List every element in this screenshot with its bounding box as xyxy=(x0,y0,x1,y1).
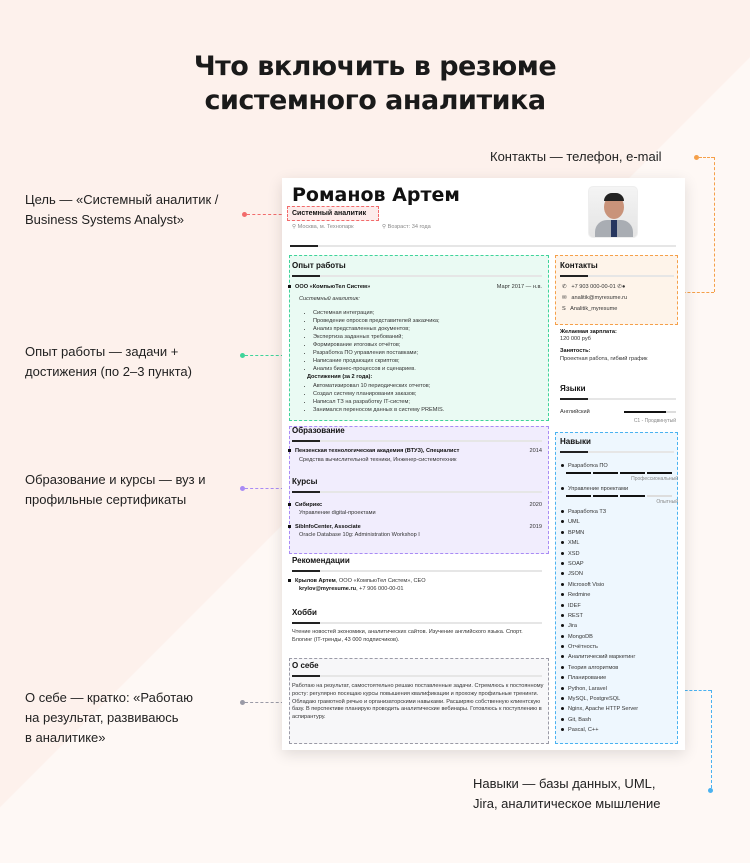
skill-level-bar xyxy=(566,495,672,497)
skill-item: Git, Bash xyxy=(561,715,638,725)
salary-label: Желаемая зарплата: xyxy=(560,329,617,335)
skill-item: Теория алгоритмов xyxy=(561,663,638,673)
languages-heading: Языки xyxy=(560,384,586,393)
skill-item: Pascal, C++ xyxy=(561,725,638,735)
phone-icon: ✆ xyxy=(562,284,567,290)
salary-value: 120 000 руб xyxy=(560,336,591,342)
skill-level-segment xyxy=(647,472,672,474)
location: ⚲ Москва, м. Технопарк xyxy=(292,224,354,230)
language-name: Английский xyxy=(560,409,590,415)
skype-icon: S xyxy=(562,306,566,312)
location-pin-icon: ⚲ xyxy=(292,224,297,230)
language-level-bar xyxy=(624,411,676,413)
rated-skill: Управление проектами xyxy=(561,484,628,494)
achievements-list: • Автоматизировал 10 периодических отчетов; • Создал систему планирования заказов; • Написал ТЗ на разработку IT-систем; • Занимался переносом данных в систему PREMIS. xyxy=(313,382,444,414)
tasks-list: • Системная интеграция; • Проведение опросов представителей заказчика; • Анализ представленных документов; • Экспертиза заданных требований; • Формирование итоговых отчётов; • Разработка ПО управления поставками; • Написание продающих скриптов; • Анализ бизнес-процессов и сценариев. xyxy=(313,309,440,373)
contact-email[interactable]: ✉ analitik@myresume.ru xyxy=(562,295,628,301)
course-year: 2020 xyxy=(529,502,542,508)
course-org: SibInfoCenter, Associate xyxy=(288,524,361,532)
skill-level-segment xyxy=(620,472,645,474)
note-experience: Опыт работы — задачи + достижения (по 2–3 пункта) xyxy=(25,344,192,379)
hobby-text: Чтение новостей экономики, аналитических сайтов. Изучение английского языка. Спорт. Блогинг (IT-тренды, 43 000 подписчиков). xyxy=(292,629,523,643)
skill-item: Планирование xyxy=(561,673,638,683)
skills-connector xyxy=(711,690,712,788)
contact-skype[interactable]: S Analitik_myresume xyxy=(562,306,618,312)
goal-connector xyxy=(247,214,287,215)
skill-item: BPMN xyxy=(561,528,638,538)
resume-card xyxy=(282,178,685,750)
resume-position: Системный аналитик xyxy=(292,210,367,217)
language-level-label: C1 - Продвинутый xyxy=(633,418,676,424)
skill-level-bar xyxy=(566,472,672,474)
skills-heading: Навыки xyxy=(560,437,591,446)
skill-item: MySQL, PostgreSQL xyxy=(561,694,638,704)
company: ООО «КомпьюТел Систем» xyxy=(288,284,370,292)
skill-item: UML xyxy=(561,517,638,527)
note-about: О себе — кратко: «Работаю на результат, развиваюсь в аналитике» xyxy=(25,690,194,745)
whatsapp-icon: ● xyxy=(621,284,626,290)
period: Март 2017 — н.в. xyxy=(496,284,542,290)
course-name: Oracle Database 10g: Administration Workshop I xyxy=(299,532,420,538)
skill-item: XML xyxy=(561,538,638,548)
page-title: Что включить в резюме системного аналитика xyxy=(193,51,557,116)
skill-item: XSD xyxy=(561,549,638,559)
skill-level-segment xyxy=(593,472,618,474)
education-year: 2014 xyxy=(529,448,542,454)
skill-item: Redmine xyxy=(561,590,638,600)
skill-item: MongoDB xyxy=(561,632,638,642)
course-name: Управление digital-проектами xyxy=(299,510,376,516)
skill-level-label: Профессиональный xyxy=(631,476,678,482)
skill-level-segment xyxy=(566,472,591,474)
contacts-connector-v xyxy=(714,157,715,292)
profile-photo xyxy=(588,186,638,238)
skill-item: Microsoft Visio xyxy=(561,580,638,590)
course-org: Сибирикс xyxy=(288,502,322,510)
skill-item: Аналитический маркетинг xyxy=(561,652,638,662)
skill-item: Nginx, Apache HTTP Server xyxy=(561,704,638,714)
employment-label: Занятость: xyxy=(560,348,591,354)
skill-item: JSON xyxy=(561,569,638,579)
skill-level-segment xyxy=(566,495,591,497)
about-heading: О себе xyxy=(292,661,319,670)
skill-item: Jira xyxy=(561,621,638,631)
note-skills: Навыки — базы данных, UML, Jira, аналитическое мышление xyxy=(473,776,661,811)
note-education: Образование и курсы — вуз и профильные сертификаты xyxy=(25,472,206,507)
recommendation-contact: krylov@myresume.ru, +7 906 000-00-01 xyxy=(299,586,404,592)
skill-item: Отчётность xyxy=(561,642,638,652)
recommendation: Крылов Артем, ООО «КомпьюТел Систем», CEO xyxy=(288,578,426,586)
skill-item: IDEF xyxy=(561,601,638,611)
about-text: Работаю на результат, самостоятельно решаю поставленные задачи. Стремлюсь к постоянному росту: регулярно посещаю курсы повышения квалификации и прохожу профильные тренинги. Обладаю грамотной речью и организаторскими навыками. Расширяю собственную клиентскую базу. В перспективе планирую проводить аналитические вебинары. Готовлюсь к поступлению в аспирантуру. xyxy=(292,683,544,721)
skill-item: SOAP xyxy=(561,559,638,569)
education-details: Средства вычислительной техники, Инженер-системотехник xyxy=(299,457,457,463)
role: Системный аналитик: xyxy=(299,296,360,302)
note-contacts: Контакты — телефон, e-mail xyxy=(490,149,662,164)
contacts-heading: Контакты xyxy=(560,261,598,270)
skill-item: Разработка ТЗ xyxy=(561,507,638,517)
skill-level-segment xyxy=(620,495,645,497)
person-icon: ⚲ xyxy=(382,224,387,230)
rated-skill: Разработка ПО xyxy=(561,461,608,471)
skill-level-label: Опытный xyxy=(656,499,678,505)
skill-level-segment xyxy=(647,495,672,497)
viber-icon: ✆ xyxy=(617,284,622,290)
contacts-connector xyxy=(699,157,714,158)
contact-phone[interactable]: ✆ +7 903 000-00-01 ✆● xyxy=(562,284,626,290)
skill-level-segment xyxy=(593,495,618,497)
courses-heading: Курсы xyxy=(292,477,318,486)
skill-item: Python, Laravel xyxy=(561,684,638,694)
skills-connector-dot xyxy=(708,788,713,793)
recommendations-heading: Рекомендации xyxy=(292,556,350,565)
employment-value: Проектная работа, гибкий график xyxy=(560,356,648,362)
resume-name: Романов Артем xyxy=(292,184,460,206)
skills-list xyxy=(561,507,638,736)
hobby-heading: Хобби xyxy=(292,608,317,617)
experience-heading: Опыт работы xyxy=(292,261,346,270)
achievements-heading: Достижения (за 2 года): xyxy=(307,374,373,380)
education-heading: Образование xyxy=(292,426,345,435)
age: ⚲ Возраст: 34 года xyxy=(382,224,431,230)
mail-icon: ✉ xyxy=(562,295,567,301)
skill-item: REST xyxy=(561,611,638,621)
note-goal: Цель — «Системный аналитик / Business Systems Analyst» xyxy=(25,192,219,227)
course-year: 2019 xyxy=(529,524,542,530)
school: Пензенская технологическая академия (ВТУЗ), Специалист xyxy=(288,448,459,456)
